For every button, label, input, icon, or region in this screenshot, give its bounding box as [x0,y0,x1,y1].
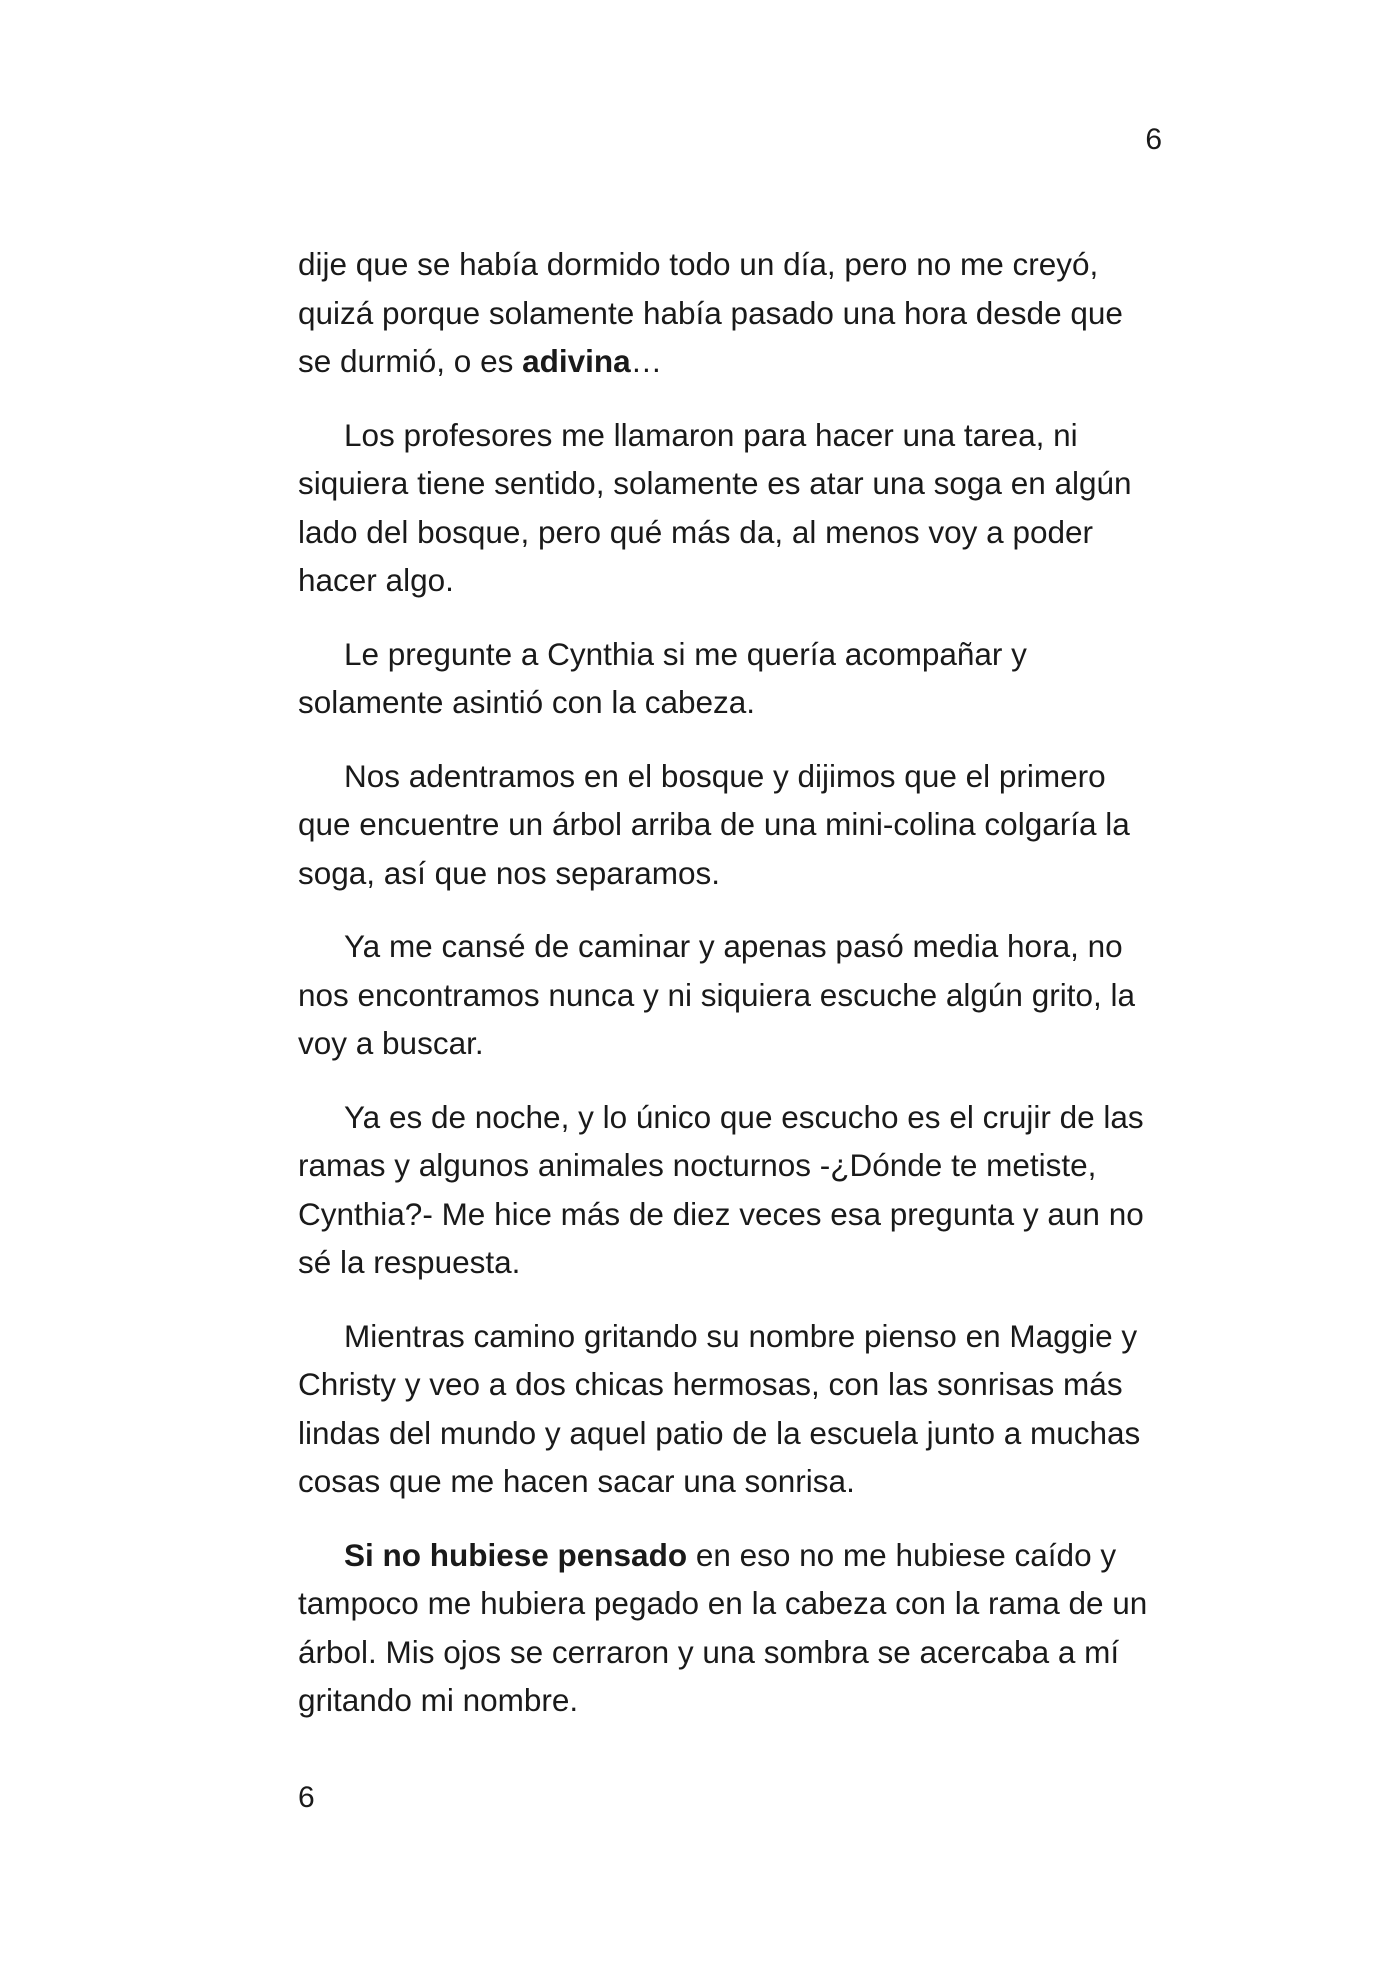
bold-text: adivina [522,343,631,379]
text-run: dije que se había dormido todo un día, pero no me creyó, quizá porque solamente había pasado una hora desde que se durmió, o es [298,246,1123,379]
paragraph [298,1531,1164,1725]
bold-text: Si no hubiese pensado [344,1536,688,1573]
page-number-top: 6 [1145,123,1162,156]
page-number-bottom: 6 [298,1781,315,1814]
text-run: … [630,343,663,379]
paragraph [298,240,1164,386]
paragraph: Le pregunte a Cynthia si me quería acompañar y solamente asintió con la cabeza. [298,635,1027,720]
paragraph: Ya me cansé de caminar y apenas pasó media hora, no nos encontramos nunca y ni siquiera escuche algún grito, la voy a buscar. [298,928,1135,1061]
paragraph: Ya es de noche, y lo único que escucho es el crujir de las ramas y algunos animales nocturnos -¿Dónde te metiste, Cynthia?- Me hice más de diez veces esa pregunta y aun no sé la respuesta. [298,1098,1144,1280]
paragraph: Mientras camino gritando su nombre pienso en Maggie y Christy y veo a dos chicas hermosas, con las sonrisas más lindas del mundo y aquel patio de la escuela junto a muchas cosas que me hacen sacar una sonrisa. [298,1317,1141,1499]
text-run: en eso no me hubiese caído y tampoco me hubiera pegado en la cabeza con la rama de un árbol. Mis ojos se cerraron y una sombra se acercaba a mí gritando mi nombre. [298,1536,1148,1718]
paragraph: Nos adentramos en el bosque y dijimos que el primero que encuentre un árbol arriba de una mini-colina colgaría la soga, así que nos separamos. [298,757,1130,891]
body-text [298,240,1164,1750]
paragraph: Los profesores me llamaron para hacer una tarea, ni siquiera tiene sentido, solamente es atar una soga en algún lado del bosque, pero qué más da, al menos voy a poder hacer algo. [298,416,1132,598]
